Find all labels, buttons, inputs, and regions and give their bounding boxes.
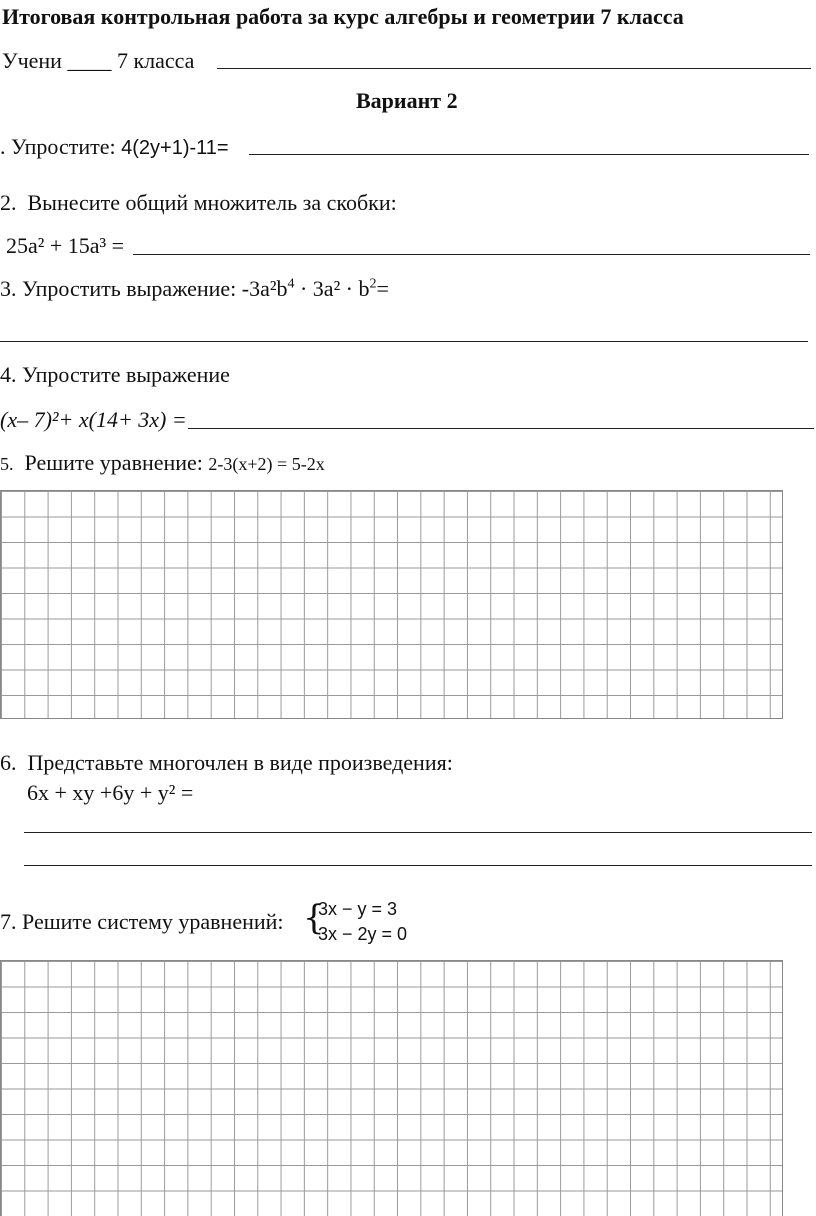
task-5-answer-grid — [0, 490, 783, 719]
task-3-prompt — [0, 276, 389, 302]
task-3-exp-1: 4 — [287, 276, 295, 292]
task-6-answer-line-2 — [24, 865, 812, 866]
task-1-label: . Упростите: — [0, 134, 116, 159]
task-2-answer-line — [133, 254, 810, 255]
task-4-expression: (x– 7)²+ x(14+ 3x) = — [0, 407, 187, 432]
task-4-answer-line — [188, 428, 814, 429]
task-3-end: = — [376, 276, 389, 301]
task-2-label: 2. — [0, 190, 17, 215]
task-2-expression: 25a² + 15a³ = — [6, 233, 125, 258]
system-equation-2: 3x − 2y = 0 — [318, 924, 408, 944]
task-3-mid: · 3a² · b — [294, 276, 370, 301]
task-1-expression: 4(2y+1)-11= — [121, 137, 229, 159]
task-4-prompt: 4. Упростите выражение — [0, 362, 230, 387]
task-7-prompt: 7. Решите систему уравнений: — [0, 909, 284, 934]
task-5-text: Решите уравнение: — [24, 450, 203, 475]
task-3-exp-2: 2 — [369, 276, 377, 292]
task-1-prompt — [0, 134, 229, 160]
task-5-equation: 2-3(x+2) = 5-2x — [208, 454, 325, 474]
system-equation-1: 3x − y = 3 — [318, 899, 398, 919]
task-6-expression: 6x + xy +6y + y² = — [27, 780, 194, 805]
variant-title: Вариант 2 — [356, 88, 458, 113]
task-1-answer-line — [249, 154, 809, 155]
task-6-prompt — [0, 750, 453, 776]
task-3-text: 3. Упростить выражение: -3a²b — [0, 276, 288, 301]
task-6-answer-line-1 — [24, 832, 812, 833]
class-name-line — [217, 68, 811, 69]
task-5-label: 5. — [0, 454, 14, 474]
task-2-prompt — [0, 190, 397, 216]
task-7-answer-grid — [0, 960, 783, 1216]
task-6-label: 6. — [0, 750, 17, 775]
task-2-text: Вынесите общий множитель за скобки: — [27, 190, 397, 215]
task-5-prompt — [0, 450, 325, 476]
page-title: Итоговая контрольная работа за курс алгебры и геометрии 7 класса — [2, 4, 684, 29]
task-6-text: Представьте многочлен в виде произведения: — [27, 750, 453, 775]
student-label: Учени ____ 7 класса — [2, 48, 195, 73]
task-3-answer-line — [0, 341, 808, 342]
system-brace: { — [303, 898, 325, 938]
